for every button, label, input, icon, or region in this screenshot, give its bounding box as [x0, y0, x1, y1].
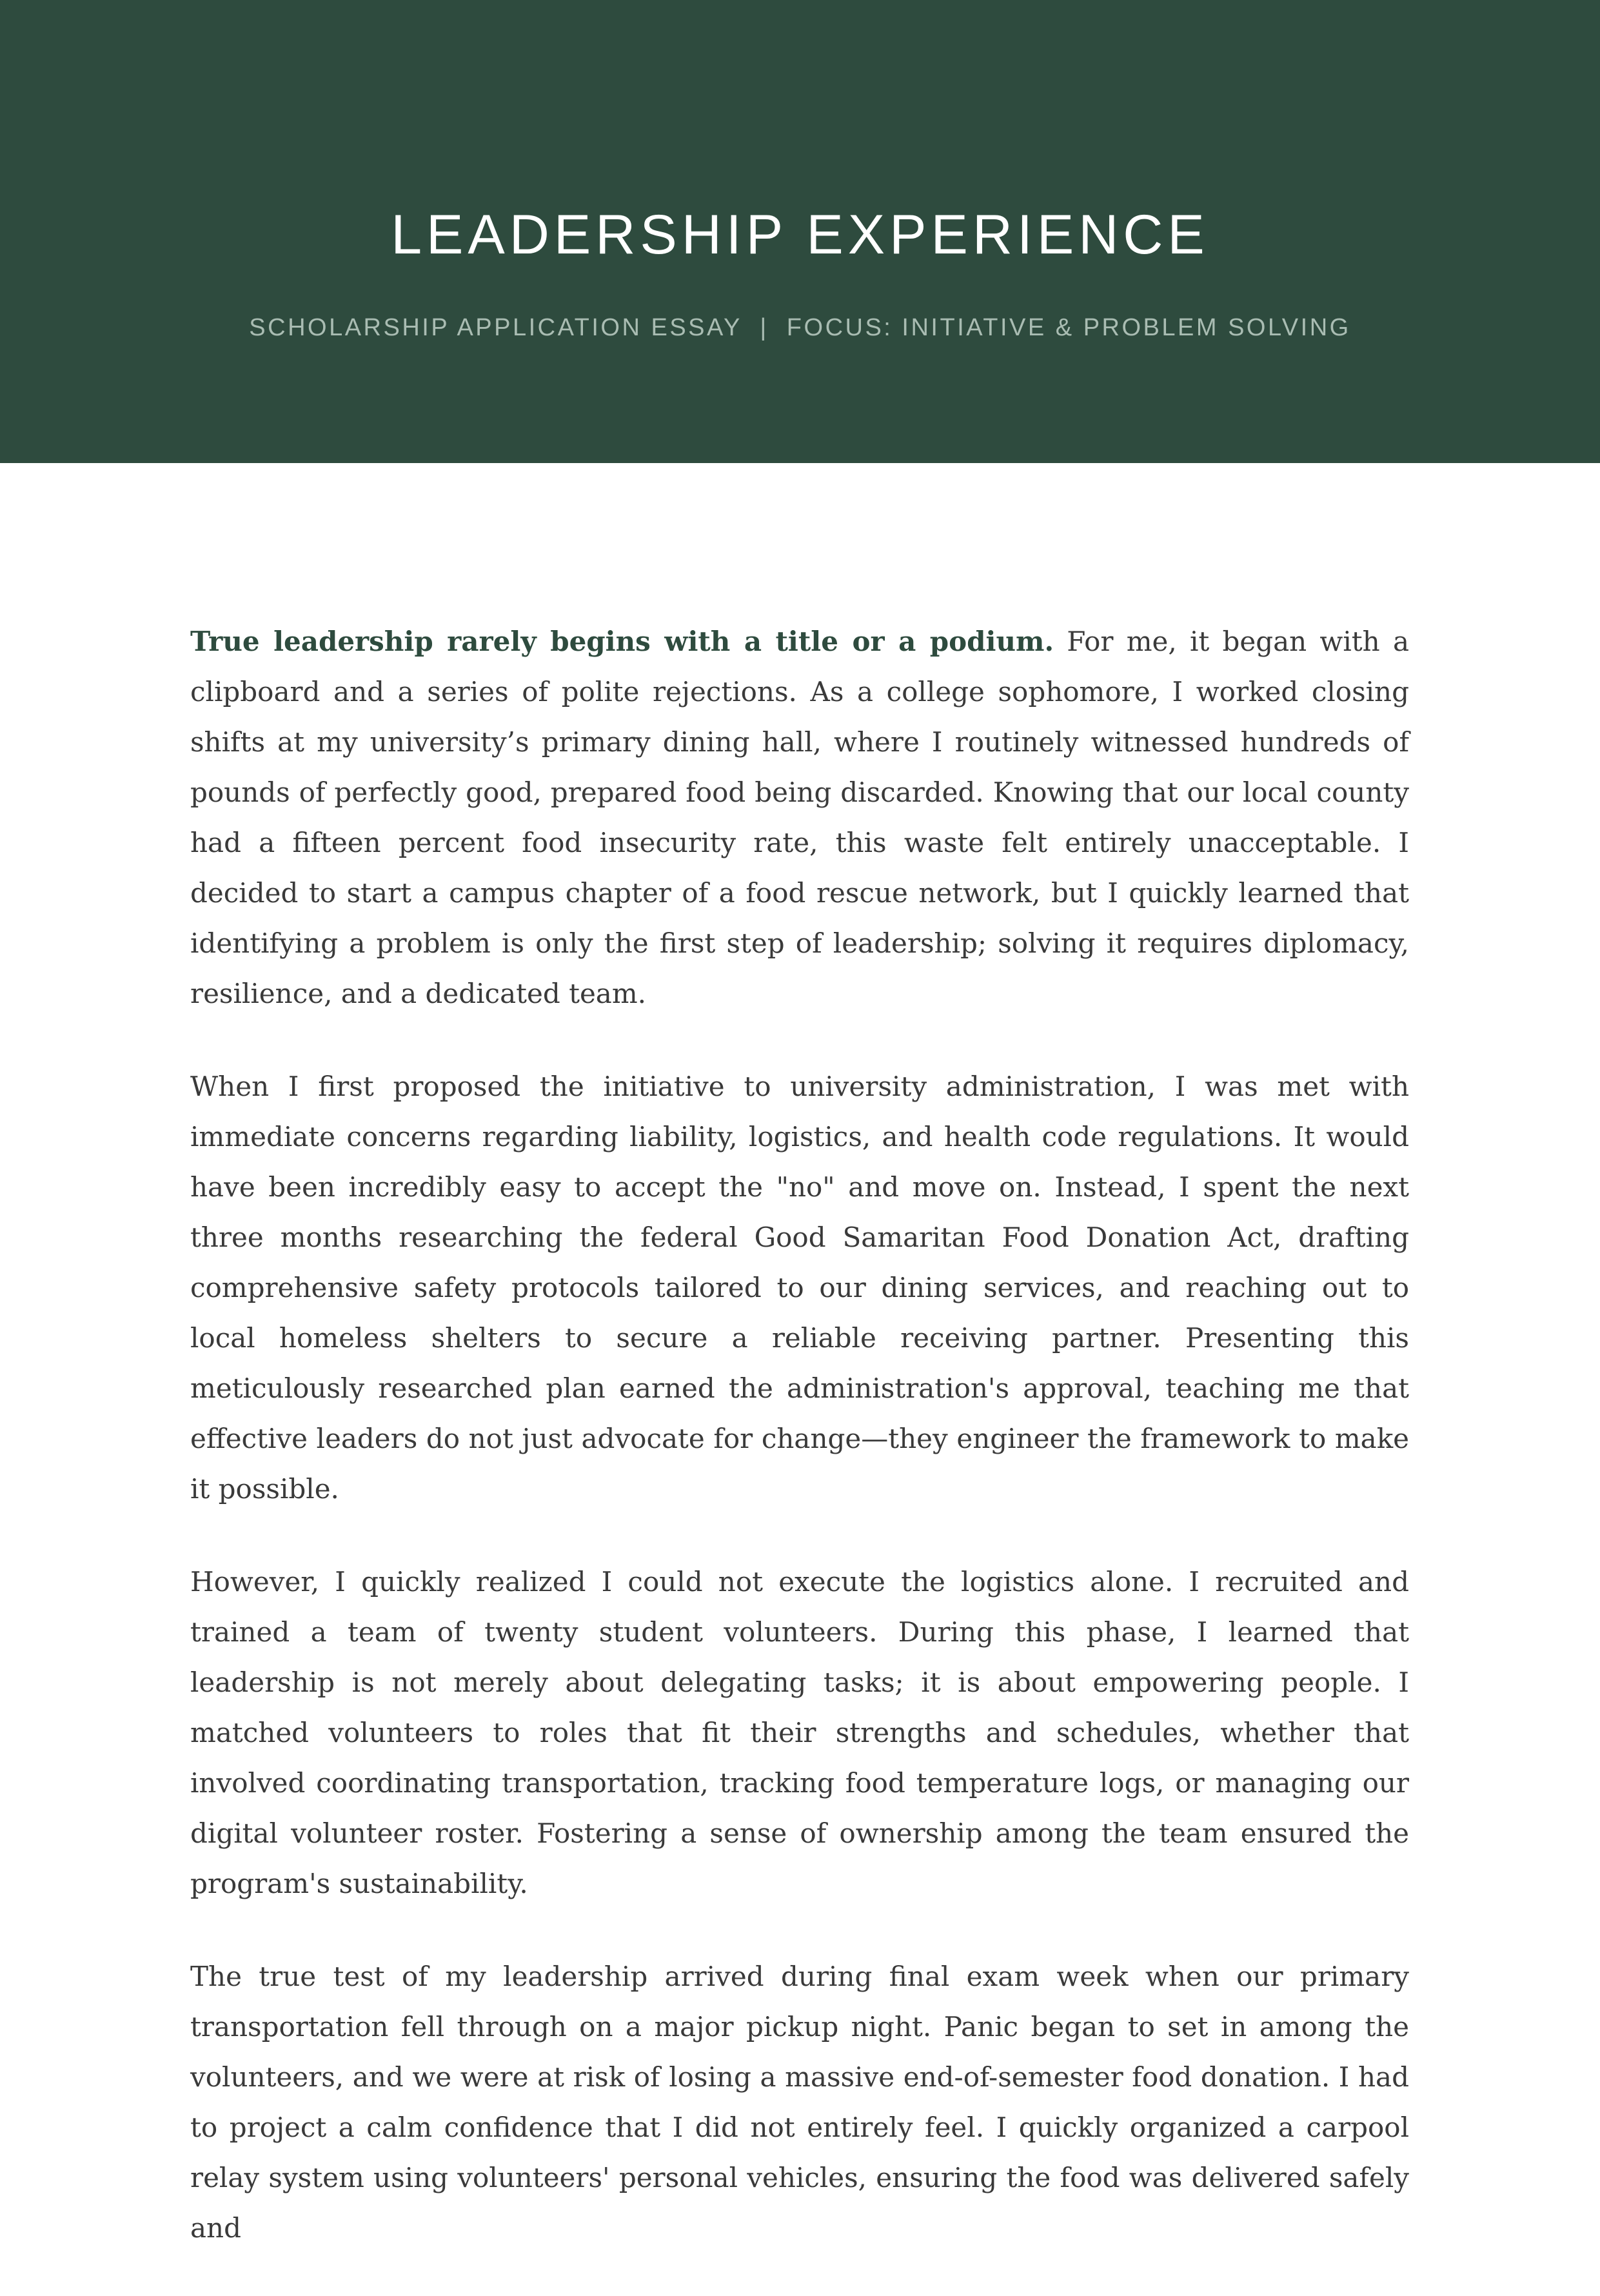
page-subtitle: SCHOLARSHIP APPLICATION ESSAY | FOCUS: INITIATIVE & PROBLEM SOLVING	[249, 314, 1351, 341]
essay-paragraph-3: However, I quickly realized I could not execute the logistics alone. I recruited and trained a team of twenty student volunteers. During this phase, I learned that leadership is not merely about delegating tasks; it is about empowering people. I matched volunteers to roles that fit their strengths and schedules, whether that involved coordinating transportation, tracking food temperature logs, or managing our digital volunteer roster. Fostering a sense of ownership among the team ensured the program's sustainability.	[190, 1566, 1409, 1899]
essay-paragraph-1	[190, 617, 1409, 1019]
page-title: LEADERSHIP EXPERIENCE	[391, 204, 1209, 266]
essay-paragraph-2: When I first proposed the initiative to university administration, I was met with immediate concerns regarding liability, logistics, and health code regulations. It would have been incredibly easy to accept the "no" and move on. Instead, I spent the next three months researching the federal Good Samaritan Food Donation Act, drafting comprehensive safety protocols tailored to our dining services, and reaching out to local homeless shelters to secure a reliable receiving partner. Presenting this meticulously researched plan earned the administration's approval, teaching me that effective leaders do not just advocate for change—they engineer the framework to make it possible.	[190, 1071, 1409, 1505]
essay-paragraph-4: The true test of my leadership arrived during final exam week when our primary transportation fell through on a major pickup night. Panic began to set in among the volunteers, and we were at risk of losing a massive end-of-semester food donation. I had to project a calm confidence that I did not entirely feel. I quickly organized a carpool relay system using volunteers' personal vehicles, ensuring the food was delivered safely and	[190, 1961, 1409, 2244]
essay-paragraph-1-text: For me, it began with a clipboard and a series of polite rejections. As a college sophomore, I worked closing shifts at my university’s primary dining hall, where I routinely witnessed hundreds of pounds of perfectly good, prepared food being discarded. Knowing that our local county had a fifteen percent food insecurity rate, this waste felt entirely unacceptable. I decided to start a campus chapter of a food rescue network, but I quickly learned that identifying a problem is only the first step of leadership; solving it requires diplomacy, resilience, and a dedicated team.	[190, 626, 1409, 1009]
header-banner	[0, 0, 1600, 463]
essay-body	[190, 617, 1409, 2296]
essay-lead-sentence: True leadership rarely begins with a title or a podium.	[190, 626, 1054, 657]
